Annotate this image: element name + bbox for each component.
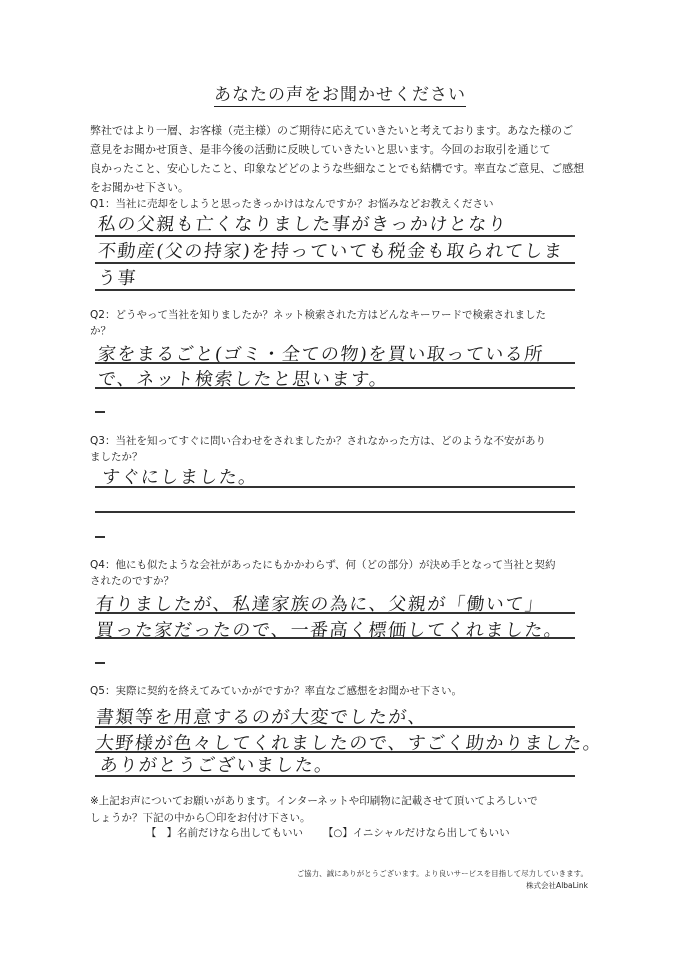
consent-note [90,793,538,827]
footer-company: 株式会社AlbaLink [526,881,588,890]
answer-rule [95,726,575,728]
answer-rule [95,637,575,639]
answer-rule-stub [95,662,105,664]
question-4 [90,557,556,589]
answer-4-line-1: 有りましたが、私達家族の為に、父親が「働いて」 [94,594,546,615]
option-name-only[interactable] [146,825,303,840]
intro-text [90,121,600,197]
answer-rule [95,612,575,614]
answer-5-line-2: 大野様が色々してくれましたので、すごく助かりました。 [94,733,604,754]
answer-1-line-1: 私の父親も亡くなりました事がきっかけとなり [96,214,509,235]
question-1: Q1：当社に売却をしようと思ったきっかけはなんですか？お悩みなどお教えください [90,198,494,210]
option-label: 】名前だけなら出してもいい [166,827,303,839]
question-4-line-1: Q4：他にも似たような会社があったにもかかわらず、何（どの部分）が決め手となって当社と契約 [90,559,556,571]
answer-5-line-1: 書類等を用意するのが大変でしたが、 [94,707,429,728]
consent-note-line-1: ※上記お声についてお願いがあります。インターネットや印刷物に記載させて頂いてよろしいで [90,795,538,807]
answer-rule-stub [95,536,105,538]
answer-rule [95,511,575,513]
answer-rule [95,486,575,488]
option-bracket-open: 【 [323,827,334,839]
intro-line: 意見をお聞かせ頂き、是非今後の活動に反映していきたいと思います。今回のお取引を通じて [90,143,551,156]
question-5: Q5：実際に契約を終えてみていかがですか？率直なご感想をお聞かせ下さい。 [90,685,462,697]
option-initial-only[interactable] [323,825,510,840]
question-2-line-2: か？ [90,325,111,337]
answer-3-line-1: すぐにしました。 [100,467,259,488]
answer-rule [95,262,575,264]
answer-1-line-3: う事 [96,268,138,289]
answer-1-line-2: 不動産(父の持家)を持っていても税金も取られてしま [96,241,565,262]
answer-rule [95,387,575,389]
footer-thanks: ご協力、誠にありがとうございます。より良いサービスを目指して尽力していきます。 [296,869,588,878]
answer-rule [95,362,575,364]
answer-rule [95,289,575,291]
answer-rule-stub [95,411,105,413]
option-label: 】イニシャルだけなら出してもいい [342,827,510,839]
intro-line: 弊社ではより一層、お客様（売主様）のご期待に応えていきたいと考えております。あなた様のご [90,124,574,137]
question-2-line-1: Q2：どうやって当社を知りましたか？ネット検索された方はどんなキーワードで検索されました [90,309,546,321]
answer-5-line-3: ありがとうございました。 [98,755,335,776]
page-title [0,80,680,105]
page-title-text: あなたの声をお聞かせください [214,85,466,105]
intro-line: をお聞かせ下さい。 [90,181,189,194]
answer-rule [95,775,575,777]
answer-2-line-1: 家をまるごと(ゴミ・全ての物)を買い取っている所 [96,344,545,365]
question-2 [90,307,546,339]
question-3 [90,433,546,465]
answer-2-line-2: で、ネット検索したと思います。 [96,369,390,390]
consent-note-line-2: しょうか？下記の中から〇印をお付け下さい。 [90,812,311,824]
question-4-line-2: されたのですか？ [90,575,174,587]
question-3-line-2: ましたか？ [90,451,143,463]
circle-mark-icon: ○ [333,828,343,839]
option-bracket-open: 【 [146,827,157,839]
question-3-line-1: Q3：当社を知ってすぐに問い合わせをされましたか？されなかった方は、どのような不安があり [90,435,546,447]
intro-line: 良かったこと、安心したこと、印象などどのような些細なことでも結構です。率直なご意見、ご感想 [90,162,585,175]
answer-4-line-2: 買った家だったので、一番高く標価してくれました。 [94,620,565,641]
